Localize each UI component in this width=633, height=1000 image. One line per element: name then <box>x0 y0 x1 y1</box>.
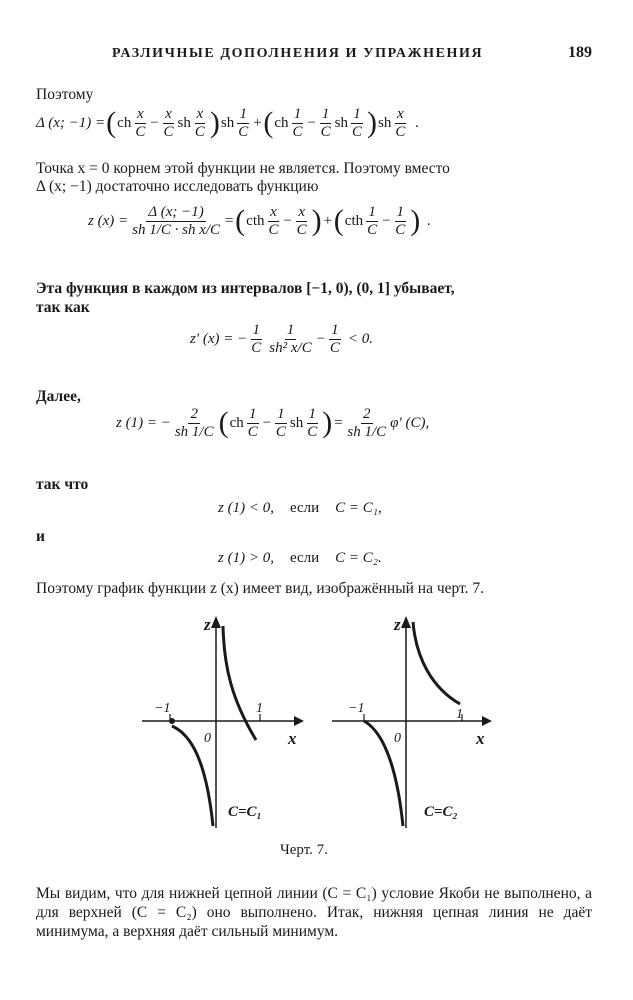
x-axis-arrow <box>482 716 492 726</box>
axis-label-z: z <box>394 615 401 634</box>
cth-fn: cth <box>344 212 364 229</box>
paren-close: ) <box>410 204 421 237</box>
frac-2-sh: $\frac{2}{sh 1/C}$ <box>347 406 387 440</box>
axis-label-z: z <box>204 615 211 634</box>
running-head: РАЗЛИЧНЫЕ ДОПОЛНЕНИЯ И УПРАЖНЕНИЯ <box>112 46 484 61</box>
frac-x-c: $\frac{x}{C}$ <box>194 106 205 140</box>
paren-open: ( <box>333 204 344 237</box>
frac-1-c: $\frac{1}{C}$ <box>251 322 262 356</box>
tick-label-minus1: −1 <box>348 701 365 716</box>
frac-1-c: $\frac{1}{C}$ <box>329 322 340 356</box>
ch-fn: ch <box>117 114 132 131</box>
minus-sign: − <box>149 114 160 131</box>
tick-label-1: 1 <box>256 701 263 716</box>
formula-end: . <box>415 114 420 131</box>
formula-z <box>88 204 431 238</box>
cond1-esli: если <box>289 500 320 516</box>
minus-sign: − <box>315 330 326 347</box>
text-graph-line: Поэтому график функции z (x) имеет вид, изображённый на черт. 7. <box>36 580 485 597</box>
figure-caption: Черт. 7. <box>280 842 328 858</box>
text-poetomu: Поэтому <box>36 86 94 103</box>
closing-paragraph: Мы видим, что для нижней цепной линии (C = C₁) условие Якоби не выполнено, а для верхней (C = C₂) оно выполнено. Итак, нижняя цепная линия не даёт минимума, а верхняя даёт сильный минимум. <box>36 885 592 940</box>
minus-sign: − <box>282 212 293 229</box>
paren-open: ( <box>263 106 274 139</box>
zprime-rhs: < 0. <box>347 330 373 347</box>
graph-left <box>142 615 304 828</box>
text-point-line1: Точка x = 0 корнем этой функции не является. Поэтому вместо <box>36 160 450 177</box>
equals-sign: = <box>333 414 344 431</box>
sh-fn: sh <box>378 114 392 131</box>
paren-open: ( <box>106 106 117 139</box>
axis-label-x: x <box>476 729 485 748</box>
origin-label: 0 <box>204 731 211 746</box>
frac-1-sh2: $\frac{1}{\text{sh² x/C}}$ <box>269 322 312 356</box>
sh-fn: sh <box>220 114 235 131</box>
frac-x-c: $\frac{x}{C}$ <box>268 204 279 238</box>
cth-fn: cth <box>246 212 265 229</box>
cond1-lhs: z (1) < 0, <box>218 500 274 516</box>
paren-close: ) <box>322 406 333 439</box>
sh-fn: sh <box>289 414 304 431</box>
z1-lhs: z (1) = − <box>116 414 171 431</box>
graph-label-c1: C=C₁ <box>228 804 262 820</box>
page-header <box>36 44 592 68</box>
frac-2-sh: $\frac{2}{sh 1/C}$ <box>174 406 214 440</box>
phi-prime: φ′ (C), <box>390 414 430 431</box>
z-axis-arrow <box>401 616 411 628</box>
tick-label-minus1: −1 <box>154 701 171 716</box>
formula-cond1 <box>218 500 382 517</box>
minus-sign: − <box>261 414 272 431</box>
z-axis-arrow <box>211 616 221 628</box>
paren-open: ( <box>218 406 229 439</box>
axis-label-x: x <box>288 729 297 748</box>
frac-1-c: $\frac{1}{C}$ <box>275 406 286 440</box>
plus-sign: + <box>322 212 333 229</box>
plus-sign: + <box>252 114 263 131</box>
figure-7 <box>120 608 500 848</box>
point-minus1 <box>169 718 175 724</box>
cond2-rhs: C = C₂. <box>335 550 382 566</box>
text-i: и <box>36 528 45 545</box>
text-decrease-line2: так как <box>36 299 90 316</box>
formula-delta <box>36 106 419 140</box>
paren-close: ) <box>311 204 322 237</box>
frac-1-c: $\frac{1}{C}$ <box>247 406 258 440</box>
graph-right <box>332 615 492 828</box>
formula-zprime <box>190 322 373 356</box>
frac-1-c: $\frac{1}{C}$ <box>238 106 249 140</box>
frac-delta-over-sh: $\frac{\Delta (x; -1)}{\text{sh 1/C · sh x/C}}$ <box>132 204 221 238</box>
paren-close: ) <box>367 106 378 139</box>
frac-x-c: $\frac{x}{C}$ <box>296 204 307 238</box>
formula-end: . <box>427 212 432 229</box>
tick-label-1: 1 <box>456 707 463 722</box>
frac-x-c: $\frac{x}{C}$ <box>395 106 406 140</box>
frac-1-c: $\frac{1}{C}$ <box>395 204 406 238</box>
zprime-lhs: z′ (x) = − <box>190 330 248 347</box>
frac-1-c: $\frac{1}{C}$ <box>292 106 303 140</box>
text-tak-chto: так что <box>36 476 89 493</box>
frac-1-c: $\frac{1}{C}$ <box>367 204 378 238</box>
text-point-line2: Δ (x; −1) достаточно исследовать функцию <box>36 178 319 195</box>
ch-fn: ch <box>274 114 289 131</box>
graph-label-c2: C=C₂ <box>424 804 458 820</box>
frac-1-c: $\frac{1}{C}$ <box>320 106 331 140</box>
text-decrease-line1: Эта функция в каждом из интервалов [−1, 0), (0, 1] убывает, <box>36 280 455 297</box>
formula-z1 <box>116 406 429 440</box>
paren-close: ) <box>209 106 220 139</box>
frac-x-c: $\frac{x}{C}$ <box>135 106 146 140</box>
z-lhs: z (x) = <box>88 212 129 229</box>
cond1-rhs: C = C₁, <box>335 500 382 516</box>
paren-open: ( <box>235 204 246 237</box>
text-dalee: Далее, <box>36 388 81 405</box>
frac-1-c: $\frac{1}{C}$ <box>307 406 318 440</box>
minus-sign: − <box>306 114 317 131</box>
curve-right-branch <box>223 626 256 740</box>
sh-fn: sh <box>177 114 191 131</box>
page-number: 189 <box>568 44 592 61</box>
cond2-lhs: z (1) > 0, <box>218 550 274 566</box>
formula-cond2 <box>218 550 382 567</box>
sh-fn: sh <box>334 114 349 131</box>
delta-lhs: Δ (x; −1) = <box>36 114 106 131</box>
ch-fn: ch <box>229 414 244 431</box>
minus-sign: − <box>381 212 392 229</box>
frac-x-c: $\frac{x}{C}$ <box>163 106 174 140</box>
origin-label: 0 <box>394 731 401 746</box>
x-axis-arrow <box>294 716 304 726</box>
curve-right-branch <box>413 622 460 704</box>
equals-sign: = <box>224 212 235 229</box>
cond2-esli: если <box>289 550 320 566</box>
frac-1-c: $\frac{1}{C}$ <box>352 106 363 140</box>
